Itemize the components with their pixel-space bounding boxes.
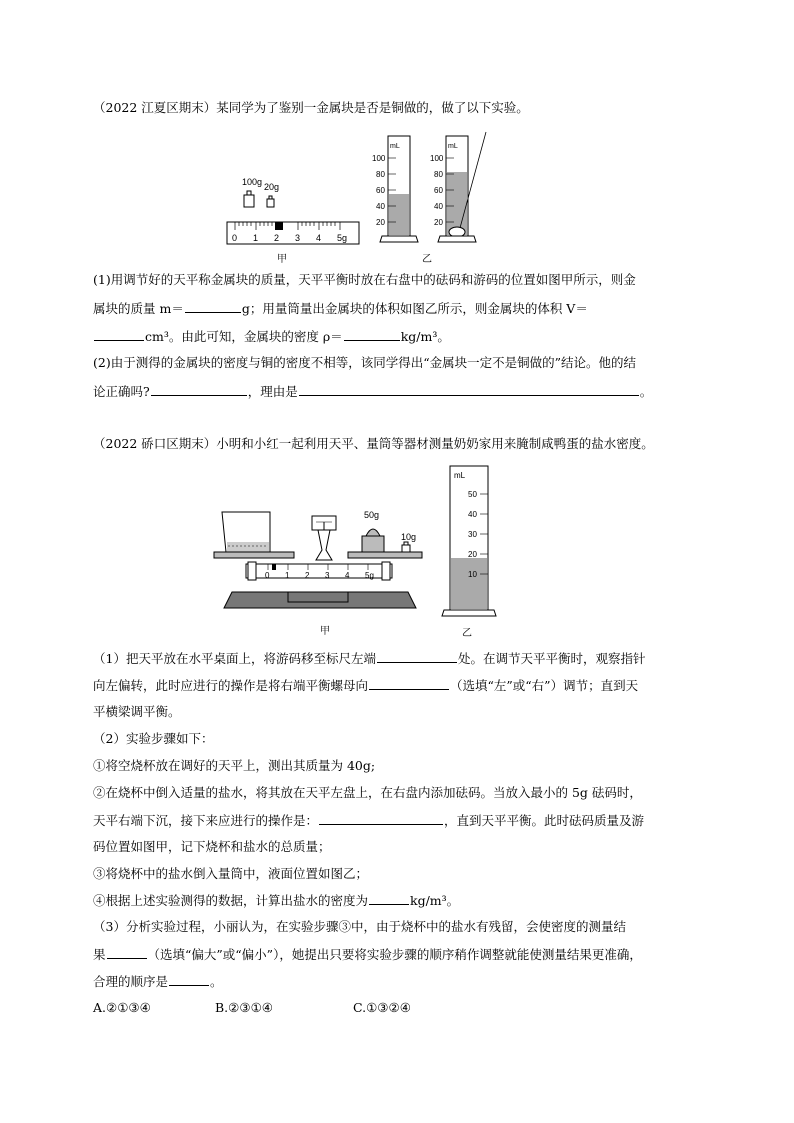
answer-blank-saltwater-density[interactable] (369, 892, 409, 905)
tick-label-3: 3 (325, 571, 330, 580)
q2-part1-line2: 向左偏转，此时应进行的操作是将右端平衡螺母向 （选填“左”或“右”）调节；直到天 (93, 678, 639, 693)
q1-intro: （2022 江夏区期末）某同学为了鉴别一金属块是否是铜做的，做了以下实验。 (93, 100, 529, 115)
q1-figure-balance (222, 170, 362, 265)
answer-blank-order[interactable] (169, 973, 209, 986)
weight-10g-icon (402, 542, 410, 552)
q2-intro: （2022 硚口区期末）小明和小红一起利用天平、量筒等器材测量奶奶家用来腌制咸鸭蛋的盐水密度。 (93, 436, 654, 451)
weight-50g-icon (362, 529, 384, 552)
beam-ruler (246, 562, 392, 580)
figure-label-yi: 乙 (422, 254, 432, 265)
weight-20g-icon (267, 196, 274, 207)
q1-part2-line2: 论正确吗? ，理由是 。 (93, 384, 653, 399)
tick-label-2: 2 (305, 571, 310, 580)
weight-label-50g: 50g (364, 510, 380, 520)
answer-blank-operation[interactable] (319, 812, 443, 825)
q1-figure-cylinders (368, 128, 488, 268)
q2-options (93, 1000, 411, 1016)
tick-10: 10 (468, 570, 477, 579)
tick-label-4: 4 (345, 571, 350, 580)
answer-blank-reason[interactable] (299, 383, 639, 396)
weight-100g-icon (244, 191, 254, 207)
figure-label-yi: 乙 (462, 628, 472, 639)
q1-part1-line3: cm³。由此可知，金属块的密度 ρ＝ kg/m³。 (93, 328, 450, 345)
q2-part3-line2: 果 （选填“偏大”或“偏小”），她提出只要将实验步骤的顺序稍作调整就能使测量结果更准确， (93, 947, 642, 962)
tick-label-1: 1 (253, 233, 259, 243)
tick-50: 50 (468, 490, 477, 499)
tick-20: 20 (434, 218, 443, 227)
q2-step4: ④根据上述实验测得的数据，计算出盐水的密度为 kg/m³。 (93, 893, 460, 908)
option-b[interactable]: B.②③①④ (215, 1000, 273, 1015)
tick-20: 20 (468, 550, 477, 559)
q1-part1-line1: (1)用调节好的天平称金属块的质量，天平平衡时放在右盘中的砝码和游码的位置如图甲所示，则金 (93, 272, 636, 287)
tick-60: 60 (434, 186, 443, 195)
answer-blank-density[interactable] (344, 328, 400, 341)
tick-40: 40 (434, 202, 443, 211)
tick-40: 40 (468, 510, 477, 519)
tick-label-1: 1 (285, 571, 290, 580)
answer-blank-correct[interactable] (151, 383, 247, 396)
cylinder-with-metal (430, 132, 486, 242)
tick-40: 40 (376, 202, 385, 211)
tick-80: 80 (434, 170, 443, 179)
q2-step1: ①将空烧杯放在调好的天平上，测出其质量为 40g; (93, 758, 376, 773)
q2-part1-line3: 平横梁调平衡。 (93, 704, 181, 719)
rider-marker (275, 222, 283, 230)
option-a[interactable]: A.②①③④ (93, 1000, 151, 1015)
tick-30: 30 (468, 530, 477, 539)
tick-label-3: 3 (295, 233, 301, 243)
beaker-icon (222, 512, 270, 552)
weight-label-100g: 100g (242, 177, 263, 187)
q2-part2-title: （2）实验步骤如下： (93, 731, 214, 746)
figure-label-jia: 甲 (320, 626, 330, 637)
ruler (227, 222, 359, 244)
unit-label: mL (448, 143, 458, 150)
q2-part1-line1: （1）把天平放在水平桌面上，将游码移至标尺左端 处。在调节天平平衡时，观察指针 (93, 651, 646, 666)
answer-blank-bias[interactable] (107, 946, 147, 959)
tick-60: 60 (376, 186, 385, 195)
answer-blank-volume[interactable] (94, 328, 144, 341)
answer-blank-zero-mark[interactable] (377, 650, 457, 663)
q2-part3-line1: （3）分析实验过程，小丽认为，在实验步骤③中，由于烧杯中的盐水有残留，会使密度的测量结 (93, 919, 626, 934)
figure-label-jia: 甲 (277, 254, 287, 265)
tick-label-5g: 5g (337, 233, 348, 243)
unit-label: mL (454, 471, 466, 480)
tick-100: 100 (372, 154, 386, 163)
weight-label-10g: 10g (401, 532, 417, 542)
q2-step2-line3: 码位置如图甲，记下烧杯和盐水的总质量； (93, 839, 331, 854)
q2-step3: ③将烧杯中的盐水倒入量筒中，液面位置如图乙； (93, 866, 369, 881)
tick-label-5g: 5g (365, 571, 374, 580)
option-c[interactable]: C.①③②④ (353, 1000, 411, 1015)
cylinder-empty (372, 136, 418, 242)
tick-label-0: 0 (232, 233, 238, 243)
q2-part3-line3: 合理的顺序是 。 (93, 974, 223, 989)
tick-100: 100 (430, 154, 444, 163)
tick-label-4: 4 (316, 233, 322, 243)
q2-step2-line1: ②在烧杯中倒入适量的盐水，将其放在天平左盘上，在右盘内添加砝码。当放入最小的 5g 砝码时， (93, 785, 642, 800)
tick-label-0: 0 (265, 571, 270, 580)
tick-80: 80 (376, 170, 385, 179)
rider-marker (272, 564, 276, 570)
q1-part1-line2: 属块的质量 m＝ g；用量筒量出金属块的体积如图乙所示，则金属块的体积 V＝ (93, 301, 588, 316)
q2-step2-line2: 天平右端下沉，接下来应进行的操作是： ，直到天平平衡。此时砝码质量及游 (93, 813, 645, 828)
answer-blank-mass[interactable] (185, 300, 241, 313)
answer-blank-direction[interactable] (369, 677, 449, 690)
q2-figure-cylinder (440, 460, 500, 640)
tick-20: 20 (376, 218, 385, 227)
unit-label: mL (390, 143, 400, 150)
pointer-scale-icon (312, 516, 336, 560)
q2-figure-balance (208, 494, 438, 640)
q1-part2-line1: (2)由于测得的金属块的密度与铜的密度不相等，该同学得出“金属块一定不是铜做的”结论。他的结 (93, 355, 636, 370)
weight-label-20g: 20g (264, 182, 280, 192)
tick-label-2: 2 (274, 233, 280, 243)
